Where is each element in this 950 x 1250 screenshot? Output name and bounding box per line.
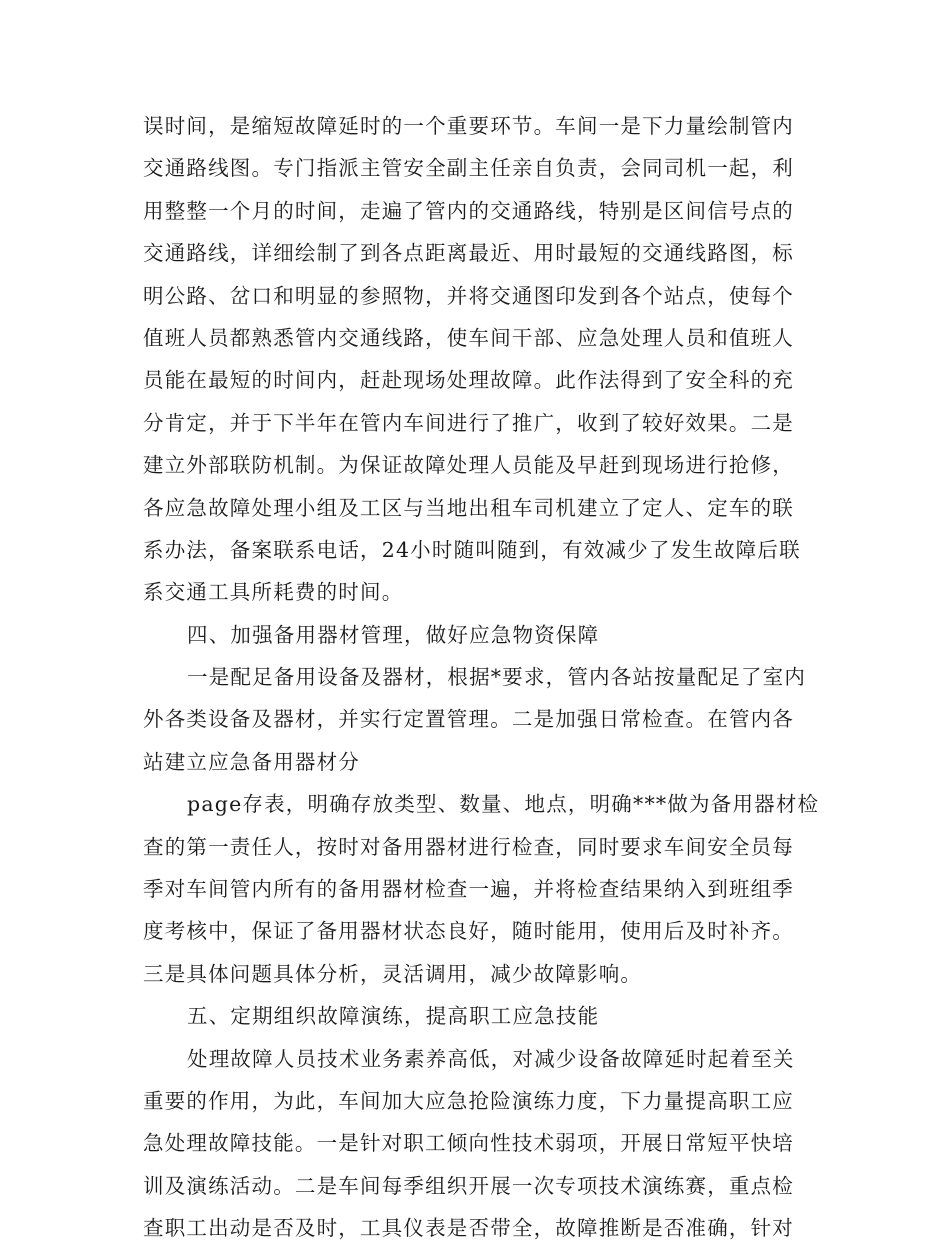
text-line: 三是具体问题具体分析，灵活调用，减少故障影响。 <box>143 961 643 986</box>
text-line: 查职工出动是否及时，工具仪表是否带全，故障推断是否准确，针对 <box>143 1216 794 1241</box>
text-line: 训及演练活动。二是车间每季组织开展一次专项技术演练赛，重点检 <box>143 1173 794 1198</box>
text-line: 员能在最短的时间内，赶赴现场处理故障。此作法得到了安全科的充 <box>143 368 794 393</box>
text-line: 系办法，备案联系电话，24小时随叫随到，有效减少了发生故障后联 <box>143 537 801 562</box>
text-line: 误时间，是缩短故障延时的一个重要环节。车间一是下力量绘制管内 <box>143 114 794 138</box>
text-line: 季对车间管内所有的备用器材检查一遍，并将检查结果纳入到班组季 <box>143 877 794 902</box>
text-line: 建立外部联防机制。为保证故障处理人员能及早赶到现场进行抢修， <box>143 453 794 478</box>
text-line: 度考核中，保证了备用器材状态良好，随时能用，使用后及时补齐。 <box>143 919 794 944</box>
document-body <box>143 105 820 1250</box>
text-line: 五、定期组织故障演练，提高职工应急技能 <box>187 1004 600 1029</box>
text-line: 明公路、岔口和明显的参照物，并将交通图印发到各个站点，使每个 <box>143 283 794 308</box>
text-line: 一是配足备用设备及器材，根据*要求，管内各站按量配足了室内 <box>187 665 807 690</box>
text-line: 站建立应急备用器材分 <box>143 749 360 774</box>
text-line: 值班人员都熟悉管内交通线路，使车间干部、应急处理人员和值班人 <box>143 325 794 350</box>
text-line: 四、加强备用器材管理，做好应急物资保障 <box>187 622 600 647</box>
text-line: 处理故障人员技术业务素养高低，对减少设备故障延时起着至关 <box>187 1046 795 1071</box>
text-line: 查的第一责任人，按时对备用器材进行检查，同时要求车间安全员每 <box>143 834 794 859</box>
text-line: 各应急故障处理小组及工区与当地出租车司机建立了定人、定车的联 <box>143 495 794 520</box>
text-line: 交通路线图。专门指派主管安全副主任亲自负责，会同司机一起，利 <box>143 156 794 181</box>
text-line: 外各类设备及器材，并实行定置管理。二是加强日常检查。在管内各 <box>143 707 794 732</box>
text-line: 分肯定，并于下半年在管内车间进行了推广，收到了较好效果。二是 <box>143 410 794 435</box>
text-line: 交通路线，详细绘制了到各点距离最近、用时最短的交通线路图，标 <box>143 241 794 266</box>
text-line: 急处理故障技能。一是针对职工倾向性技术弱项，开展日常短平快培 <box>143 1131 794 1156</box>
text-line: 重要的作用，为此，车间加大应急抢险演练力度，下力量提高职工应 <box>143 1088 794 1113</box>
text-line: 用整整一个月的时间，走遍了管内的交通路线，特别是区间信号点的 <box>143 198 794 223</box>
text-line: 系交通工具所耗费的时间。 <box>143 580 404 605</box>
text-line: page存表，明确存放类型、数量、地点，明确***做为备用器材检 <box>187 792 820 817</box>
